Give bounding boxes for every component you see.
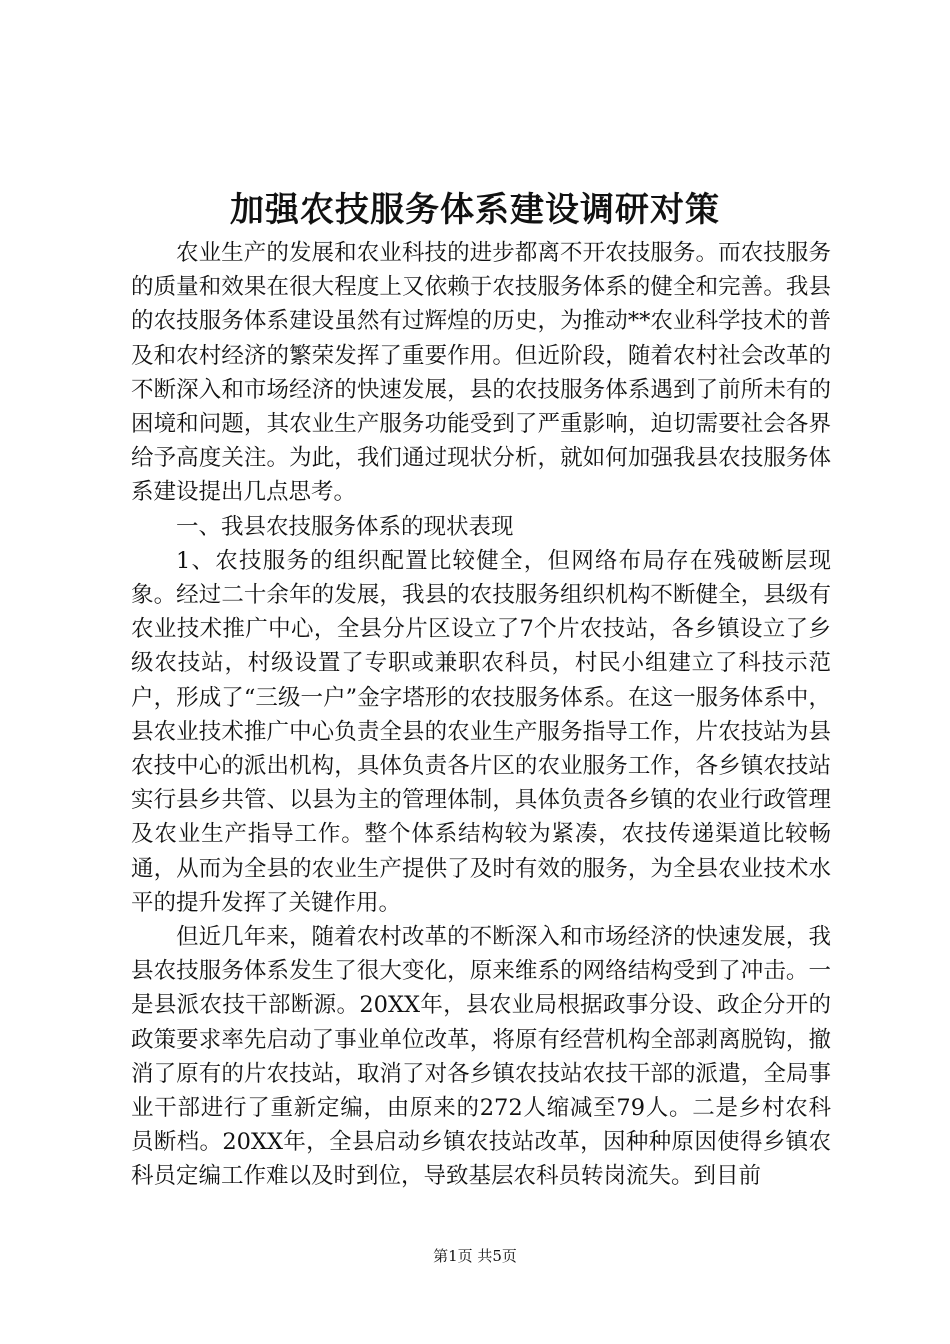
document-body: [131, 236, 831, 1194]
document-title: 加强农技服务体系建设调研对策: [230, 190, 720, 230]
paragraph-organization: 1、农技服务的组织配置比较健全，但网络布局存在残破断层现象。经过二十余年的发展，我县的农技服务组织机构不断健全，县级有农业技术推广中心，全县分片区设立了7个片农技站，各乡镇设立了乡级农技站，村级设置了专职或兼职农科员，村民小组建立了科技示范户，形成了“三级一户”金字塔形的农技服务体系。在这一服务体系中，县农业技术推广中心负责全县的农业生产服务指导工作，片农技站为县农技中心的派出机构，具体负责各片区的农业服务工作，各乡镇农技站实行县乡共管、以县为主的管理体制，具体负责各乡镇的农业行政管理及农业生产指导工作。整个体系结构较为紧凑，农技传递渠道比较畅通，从而为全县的农业生产提供了及时有效的服务，为全县农业技术水平的提升发挥了关键作用。: [131, 547, 831, 916]
paragraph-recent-changes: 但近几年来，随着农村改革的不断深入和市场经济的快速发展，我县农技服务体系发生了很大变化，原来维系的网络结构受到了冲击。一是县派农技干部断源。20XX年，县农业局根据政事分设、政企分开的政策要求率先启动了事业单位改革，将原有经营机构全部剥离脱钩，撤消了原有的片农技站，取消了对各乡镇农技站农技干部的派遣，全局事业干部进行了重新定编，由原来的272人缩减至79人。二是乡村农科员断档。20XX年，全县启动乡镇农技站改革，因种种原因使得乡镇农科员定编工作难以及时到位，导致基层农科员转岗流失。到目前: [131, 924, 831, 1190]
paragraph-intro: 农业生产的发展和农业科技的进步都离不开农技服务。而农技服务的质量和效果在很大程度上又依赖于农技服务体系的健全和完善。我县的农技服务体系建设虽然有过辉煌的历史，为推动**农业科学技术的普及和农村经济的繁荣发挥了重要作用。但近阶段，随着农村社会改革的不断深入和市场经济的快速发展，县的农技服务体系遇到了前所未有的困境和问题，其农业生产服务功能受到了严重影响，迫切需要社会各界给予高度关注。为此，我们通过现状分析，就如何加强我县农技服务体系建设提出几点思考。: [131, 240, 831, 506]
section-heading: 一、我县农技服务体系的现状表现: [176, 513, 514, 540]
page-footer: 第1页 共5页: [433, 1247, 517, 1265]
